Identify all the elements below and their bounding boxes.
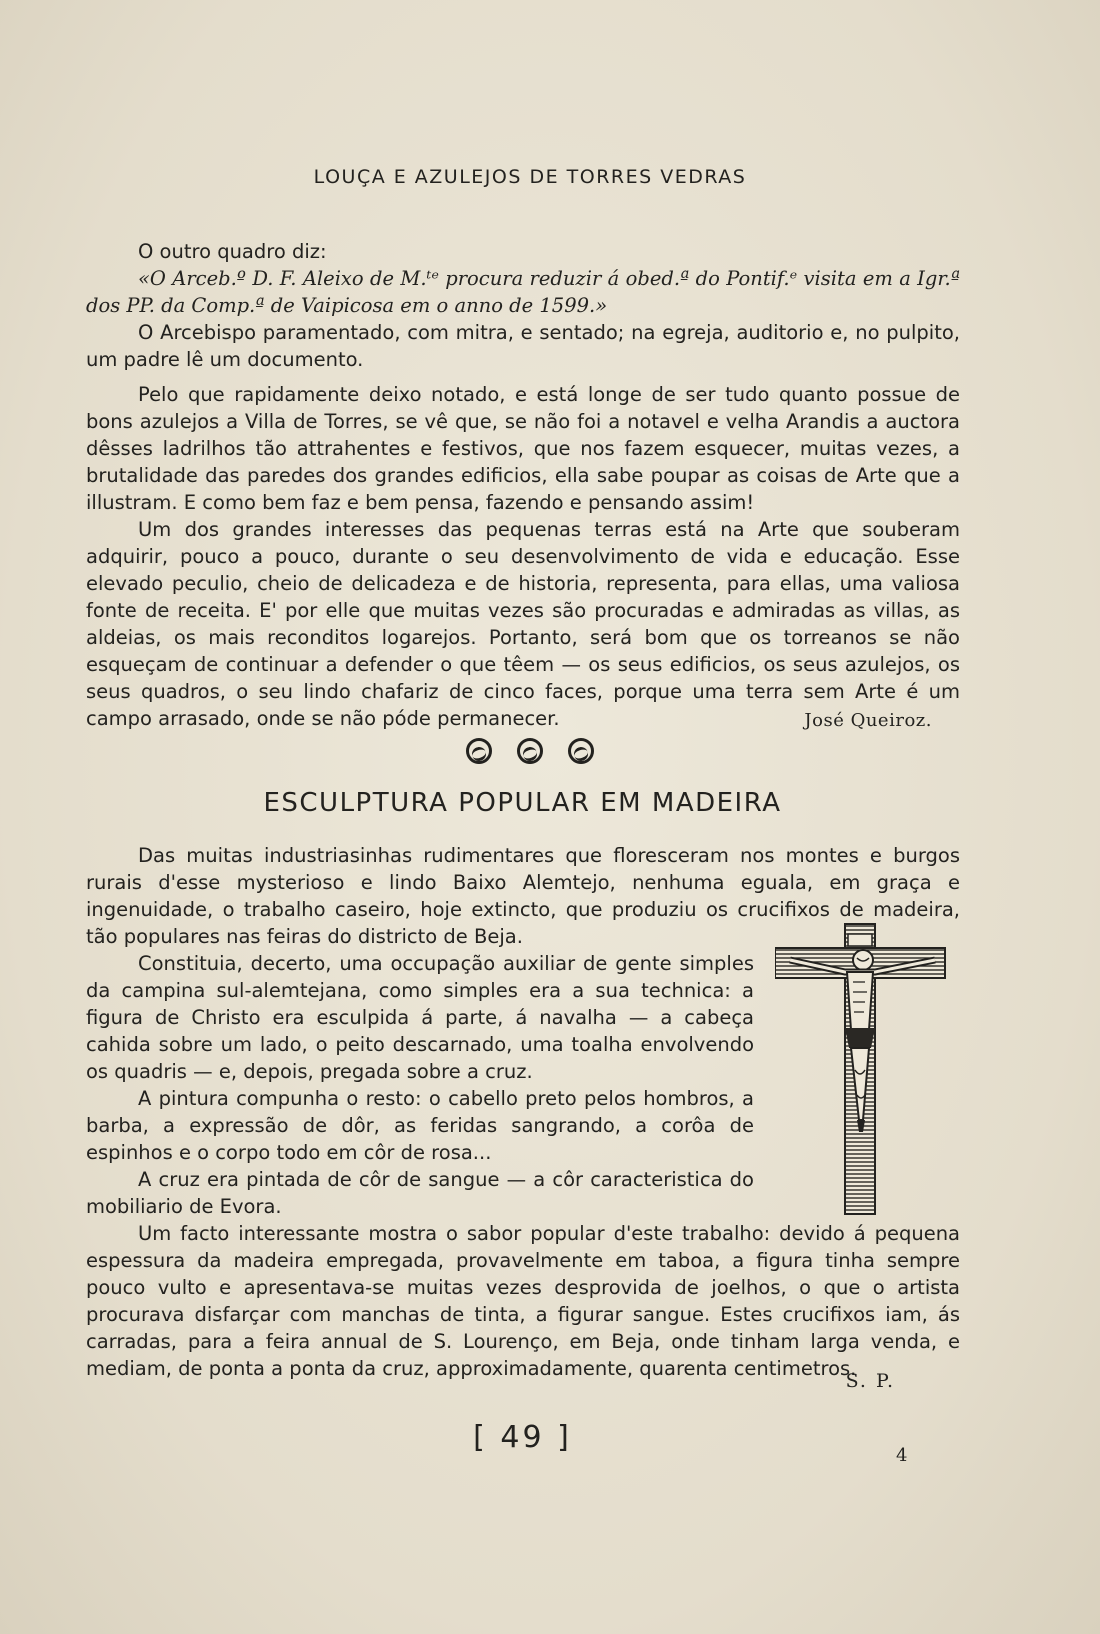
article-title: ESCULPTURA POPULAR EM MADEIRA — [263, 788, 782, 818]
signature-mark: 4 — [896, 1445, 908, 1466]
crucifix-illustration — [775, 920, 965, 1220]
paragraph: Das muitas industriasinhas rudimentares que floresceram nos montes e burgos rurais d'esse mysterioso e lindo Baixo Alemtejo, nenhuma eguala, em graça e ingenuidade, o trabalho caseiro, hoje extincto, que produziu os crucifixos de madeira, tão populares nas feiras do districto de Beja. — [86, 844, 960, 948]
paragraph: A pintura compunha o resto: o cabello preto pelos hombros, a barba, a expressão de dôr, as feridas sangrando, a corôa de espinhos e o corpo todo em côr de rosa... — [86, 1087, 754, 1164]
ornament-icon — [466, 738, 492, 764]
author-signature: José Queiroz. — [804, 710, 932, 731]
page-number: [ 49 ] — [473, 1420, 572, 1455]
paragraph: A cruz era pintada de côr de sangue — a côr caracteristica do mobiliario de Evora. — [86, 1168, 754, 1218]
paragraph: Constituia, decerto, uma occupação auxiliar de gente simples da campina sul-alemtejana, como simples era a sua technica: a figura de Christo era esculpida á parte, á navalha — a cabeça cahida sobre um lado, o peito descarnado, uma toalha envolvendo os quadris — e, depois, pregada sobre a cruz. — [86, 952, 754, 1083]
section-ornaments — [0, 738, 1060, 768]
paragraph: O outro quadro diz: — [138, 240, 327, 263]
author-signature: S. P. — [845, 1370, 895, 1392]
article1-body — [86, 381, 960, 732]
ornament-icon — [517, 738, 543, 764]
paragraph: O Arcebispo paramentado, com mitra, e sentado; na egreja, auditorio e, no pulpito, um padre lê um documento. — [86, 321, 960, 371]
running-title: LOUÇA E AZULEJOS DE TORRES VEDRAS — [313, 166, 747, 188]
article1-upper-text — [86, 238, 960, 373]
ornament-icon — [568, 738, 594, 764]
quoted-inscription: «O Arceb.º D. F. Aleixo de M.ᵗᵉ procura reduzir á obed.ª do Pontif.ᵉ visita em a Igr.ª dos PP. da Comp.ª de Vaipicosa em o anno de 1599.» — [86, 267, 960, 317]
paragraph: Pelo que rapidamente deixo notado, e está longe de ser tudo quanto possue de bons azulejos a Villa de Torres, se vê que, se não foi a notavel e velha Arandis a auctora dêsses ladrilhos tão attrahentes e festivos, que nos fazem esquecer, muitas vezes, a brutalidade das paredes dos grandes edificios, ella sabe poupar as coisas de Arte que a illustram. E como bem faz e bem pensa, fazendo e pensando assim! — [86, 383, 960, 514]
paragraph: Um dos grandes interesses das pequenas terras está na Arte que souberam adquirir, pouco a pouco, durante o seu desenvolvimento de vida e educação. Esse elevado peculio, cheio de delicadeza e de historia, representa, para ellas, uma valiosa fonte de receita. E' por elle que muitas vezes são procuradas e admiradas as villas, as aldeias, os mais reconditos logarejos. Portanto, será bom que os torreanos se não esqueçam de continuar a defender o que têem — os seus edificios, os seus azulejos, os seus quadros, o seu lindo chafariz de cinco faces, porque uma terra sem Arte é um campo arrasado, onde se não póde permanecer. — [86, 518, 960, 730]
paragraph: Um facto interessante mostra o sabor popular d'este trabalho: devido á pequena espessura da madeira empregada, provavelmente em taboa, a figura tinha sempre pouco vulto e apresentava-se muitas vezes desprovida de joelhos, o que o artista procurava disfarçar com manchas de tinta, a figurar sangue. Estes crucifixos iam, ás carradas, para a feira annual de S. Lourenço, em Beja, onde tinham larga venda, e mediam, de ponta a ponta da cruz, approximadamente, quarenta centimetros. — [86, 1222, 960, 1380]
